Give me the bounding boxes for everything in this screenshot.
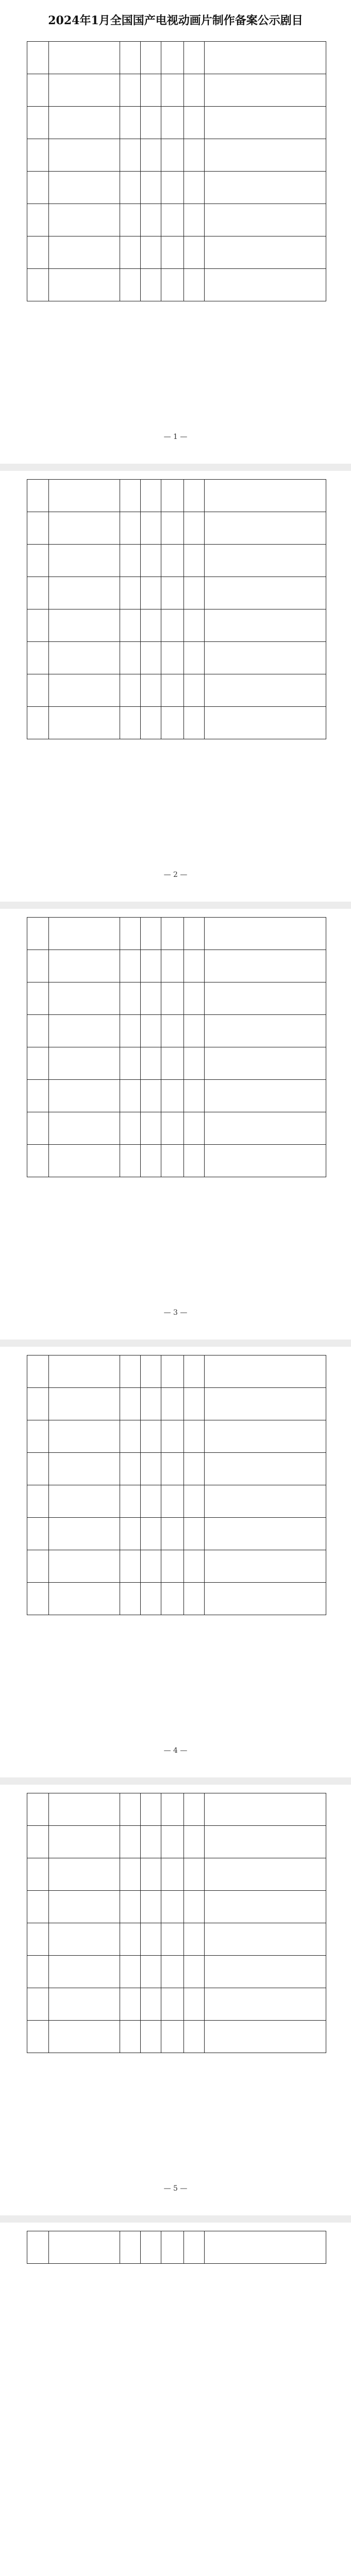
table-row — [27, 1891, 326, 1923]
page-separator — [0, 1340, 351, 1347]
table-row — [27, 480, 326, 512]
table-row — [27, 512, 326, 545]
table-row — [27, 609, 326, 642]
table-row — [27, 236, 326, 269]
page-footer: — 2 — — [163, 871, 188, 879]
page-footer: — 3 — — [163, 1309, 188, 1317]
table-row — [27, 172, 326, 204]
program-table — [27, 479, 326, 739]
table-row — [27, 577, 326, 609]
table-row — [27, 1420, 326, 1453]
page-footer: — 5 — — [163, 2184, 188, 2193]
page-footer: — 1 — — [163, 433, 188, 441]
page-sheet — [0, 2231, 351, 2576]
table-row — [27, 107, 326, 139]
page-sheet — [0, 1355, 351, 1767]
document-title: 2024年1月全国国产电视动画片制作备案公示剧目 — [48, 14, 303, 27]
page-separator — [0, 902, 351, 909]
page-separator — [0, 1777, 351, 1785]
table-row — [27, 1485, 326, 1518]
table-row — [27, 1145, 326, 1177]
page-sheet — [0, 1793, 351, 2205]
table-row — [27, 42, 326, 74]
table-row — [27, 2231, 326, 2264]
table-row — [27, 1112, 326, 1145]
table-row — [27, 950, 326, 982]
table-row — [27, 707, 326, 739]
table-row — [27, 1388, 326, 1420]
page-sheet — [0, 917, 351, 1329]
program-table — [27, 41, 326, 301]
program-table — [27, 2231, 326, 2264]
table-row — [27, 982, 326, 1015]
table-row — [27, 1355, 326, 1388]
table-row — [27, 1826, 326, 1858]
page-separator — [0, 2215, 351, 2223]
page-separator — [0, 464, 351, 471]
table-row — [27, 2021, 326, 2053]
table-row — [27, 1550, 326, 1583]
table-row — [27, 1793, 326, 1826]
table-row — [27, 1858, 326, 1891]
table-row — [27, 1015, 326, 1047]
table-row — [27, 1453, 326, 1485]
table-row — [27, 642, 326, 674]
table-row — [27, 1047, 326, 1080]
table-row — [27, 918, 326, 950]
table-row — [27, 1080, 326, 1112]
table-row — [27, 1956, 326, 1988]
table-row — [27, 1923, 326, 1956]
table-row — [27, 1583, 326, 1615]
program-table — [27, 1793, 326, 2053]
table-row — [27, 1518, 326, 1550]
table-row — [27, 674, 326, 707]
table-row — [27, 139, 326, 172]
table-row — [27, 545, 326, 577]
page-footer: — 4 — — [163, 1747, 188, 1755]
table-row — [27, 1988, 326, 2021]
program-table — [27, 917, 326, 1177]
page-sheet — [0, 479, 351, 891]
table-row — [27, 74, 326, 107]
table-row — [27, 204, 326, 236]
table-row — [27, 269, 326, 301]
page-sheet — [0, 41, 351, 453]
program-table — [27, 1355, 326, 1615]
